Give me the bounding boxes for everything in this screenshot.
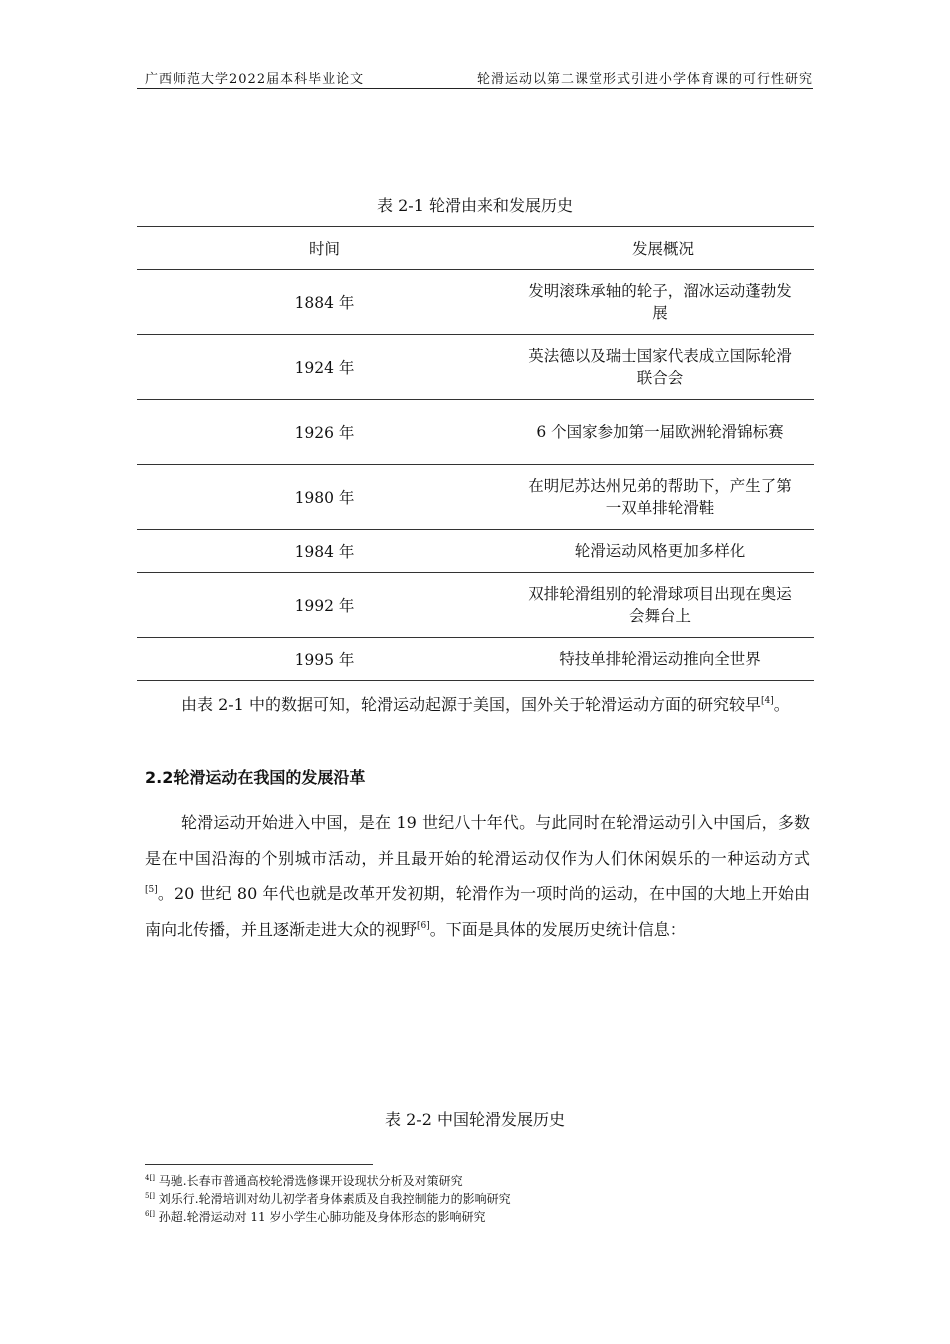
row-year: 1992 年 — [137, 573, 512, 638]
table1 — [137, 226, 814, 681]
row-desc: 发明滚珠承轴的轮子，溜冰运动蓬勃发展 — [528, 282, 792, 322]
row-year: 1884 年 — [137, 270, 512, 335]
paragraph-2-text-c: 。下面是具体的发展历史统计信息： — [429, 919, 686, 939]
header-right: 轮滑运动以第二课堂形式引进小学体育课的可行性研究 — [476, 72, 813, 87]
table-row — [137, 465, 814, 530]
page-header — [137, 66, 813, 89]
citation-5: [5] — [145, 885, 158, 895]
table-row — [137, 270, 814, 335]
row-year: 1995 年 — [137, 638, 512, 681]
row-desc: 双排轮滑组别的轮滑球项目出现在奥运会舞台上 — [528, 585, 792, 625]
row-year: 1926 年 — [137, 400, 512, 465]
row-desc: 6 个国家参加第一届欧洲轮滑锦标赛 — [536, 423, 784, 441]
row-desc: 英法德以及瑞士国家代表成立国际轮滑联合会 — [528, 347, 792, 387]
section-heading: 2.2轮滑运动在我国的发展沿革 — [145, 768, 366, 787]
table-row — [137, 335, 814, 400]
table-row — [137, 573, 814, 638]
header-left: 广西师范大学2022届本科毕业论文 — [145, 72, 365, 87]
row-year: 1980 年 — [137, 465, 512, 530]
citation-4: [4] — [760, 696, 774, 706]
paragraph-1-end: 。 — [773, 695, 790, 714]
table2-caption: 表 2-2 中国轮滑发展历史 — [385, 1110, 565, 1129]
footnote-4: $^{4[]}$ 马驰.长春市普通高校轮滑选修课开设现状分析及对策研究 — [145, 1174, 463, 1188]
header-desc: 发展概况 — [512, 227, 814, 270]
paragraph-1-text: 由表 2-1 中的数据可知，轮滑运动起源于美国，国外关于轮滑运动方面的研究较早 — [181, 695, 761, 714]
table-header-row — [137, 227, 814, 270]
paragraph-2 — [145, 805, 810, 947]
table1-caption: 表 2-1 轮滑由来和发展历史 — [377, 196, 573, 215]
table-row — [137, 400, 814, 465]
footnote-6: $^{6[]}$ 孙超.轮滑运动对 11 岁小学生心肺功能及身体形态的影响研究 — [145, 1210, 486, 1224]
row-year: 1984 年 — [137, 530, 512, 573]
paragraph-2-text-b: 。20 世纪 80 年代也就是改革开发初期，轮滑作为一项时尚的运动，在中国的大地上开始由南向北传播，并且逐渐走进大众的视野 — [145, 884, 810, 939]
header-time: 时间 — [137, 227, 512, 270]
paragraph-2-text-a: 轮滑运动开始进入中国，是在 19 世纪八十年代。与此同时在轮滑运动引入中国后，多数是在中国沿海的个别城市活动，并且最开始的轮滑运动仅作为人们休闲娱乐的一种运动方式 — [145, 813, 810, 868]
footnote-divider — [145, 1164, 373, 1165]
table-row — [137, 638, 814, 681]
citation-6: [6] — [417, 920, 430, 931]
footnote-5: $^{5[]}$ 刘乐行.轮滑培训对幼儿初学者身体素质及自我控制能力的影响研究 — [145, 1192, 511, 1206]
row-year: 1924 年 — [137, 335, 512, 400]
row-desc: 在明尼苏达州兄弟的帮助下，产生了第一双单排轮滑鞋 — [528, 477, 792, 517]
paragraph-1 — [145, 687, 810, 723]
row-desc: 轮滑运动风格更加多样化 — [574, 542, 746, 560]
row-desc: 特技单排轮滑运动推向全世界 — [559, 650, 761, 668]
table-row — [137, 530, 814, 573]
